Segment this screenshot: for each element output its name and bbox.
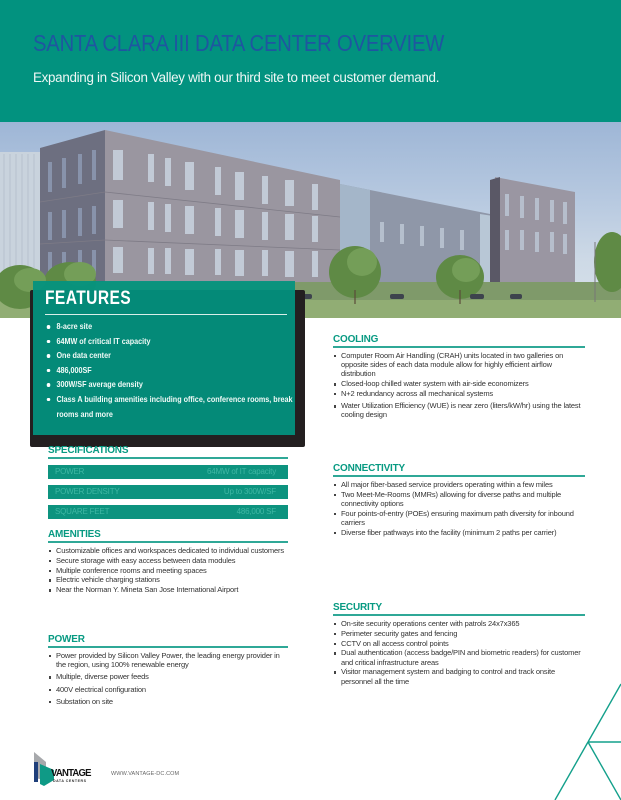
- spec-value: Up to 300W/SF: [223, 487, 276, 496]
- logo-tagline: DATA CENTERS: [53, 779, 87, 783]
- security-item: CCTV on all access control points: [333, 639, 585, 648]
- spec-row-power: [48, 465, 288, 479]
- amenity-item: Near the Norman Y. Mineta San Jose International Airport: [48, 585, 288, 594]
- power-item: Power provided by Silicon Valley Power, the leading energy provider in the region, using 100% renewable energy: [48, 651, 288, 669]
- feature-item: 64MW of critical IT capacity: [45, 335, 290, 350]
- security-item: Dual authentication (access badge/PIN and biometric readers) for customer and critical infrastructure areas: [333, 648, 585, 666]
- connectivity-heading: CONNECTIVITY: [333, 462, 405, 474]
- cooling-item: Computer Room Air Handling (CRAH) units located in two galleries on opposite sides of each data module allow for highly efficient airflow distribution: [333, 351, 585, 379]
- cooling-section: [333, 333, 585, 420]
- features-box: [33, 281, 295, 435]
- amenity-item: Multiple conference rooms and meeting spaces: [48, 566, 288, 575]
- spec-row-square-feet: [48, 505, 288, 519]
- amenities-list: [48, 546, 288, 594]
- security-item: On-site security operations center with patrols 24x7x365: [333, 619, 585, 628]
- section-divider: [333, 346, 585, 348]
- features-divider: [45, 314, 287, 315]
- section-divider: [48, 541, 288, 543]
- feature-item: One data center: [45, 349, 290, 364]
- spec-label: POWER DENSITY: [55, 487, 120, 496]
- amenity-item: Electric vehicle charging stations: [48, 575, 288, 584]
- connectivity-item: Four points-of-entry (POEs) ensuring maximum path diversity for inbound carriers: [333, 509, 585, 527]
- logo-wordmark: VANTAGE: [51, 768, 91, 779]
- amenities-section: [48, 528, 288, 595]
- cooling-list: [333, 351, 585, 420]
- feature-item: 486,000SF: [45, 364, 290, 379]
- feature-item: 300W/SF average density: [45, 378, 290, 393]
- connectivity-section: [333, 462, 585, 538]
- section-divider: [48, 457, 288, 459]
- decorative-lines-icon: [540, 660, 621, 800]
- spec-value: 64MW of IT capacity: [207, 467, 276, 476]
- specifications-heading: SPECIFICATIONS: [48, 444, 129, 456]
- amenity-item: Secure storage with easy access between data modules: [48, 556, 288, 565]
- page-header: [0, 0, 621, 122]
- specifications-section: [48, 444, 288, 519]
- feature-item: Class A building amenities including office, conference rooms, break rooms and more: [45, 393, 300, 422]
- power-item: 400V electrical configuration: [48, 685, 288, 694]
- features-list: [45, 320, 293, 422]
- spec-label: SQUARE FEET: [55, 507, 110, 516]
- cooling-item: Water Utilization Efficiency (WUE) is near zero (liters/kW/hr) using the latest cooling design: [333, 401, 585, 419]
- security-heading: SECURITY: [333, 601, 382, 613]
- spec-label: POWER: [55, 467, 85, 476]
- cooling-heading: COOLING: [333, 333, 379, 345]
- vantage-logo: [32, 752, 102, 788]
- power-list: [48, 651, 288, 706]
- page-title: SANTA CLARA III DATA CENTER OVERVIEW: [33, 30, 445, 56]
- spec-value: 486,000 SF: [236, 507, 276, 516]
- feature-item: 8-acre site: [45, 320, 290, 335]
- connectivity-list: [333, 480, 585, 537]
- power-item: Multiple, diverse power feeds: [48, 672, 288, 681]
- cooling-item: N+2 redundancy across all mechanical systems: [333, 389, 585, 398]
- connectivity-item: All major fiber-based service providers operating within a few miles: [333, 480, 585, 489]
- security-item: Perimeter security gates and fencing: [333, 629, 585, 638]
- section-divider: [48, 646, 288, 648]
- amenities-heading: AMENITIES: [48, 528, 101, 540]
- page-subtitle: Expanding in Silicon Valley with our third site to meet customer demand.: [33, 70, 440, 85]
- amenity-item: Customizable offices and workspaces dedicated to individual customers: [48, 546, 288, 555]
- power-heading: POWER: [48, 633, 85, 645]
- website-link[interactable]: WWW.VANTAGE-DC.COM: [111, 771, 180, 777]
- connectivity-item: Two Meet-Me-Rooms (MMRs) allowing for diverse paths and multiple connectivity options: [333, 490, 585, 508]
- connectivity-item: Diverse fiber pathways into the facility (minimum 2 paths per carrier): [333, 528, 585, 537]
- security-item: Visitor management system and badging to control and track onsite personnel all the time: [333, 667, 585, 685]
- section-divider: [333, 614, 585, 616]
- power-section: [48, 633, 288, 709]
- power-item: Substation on site: [48, 697, 288, 706]
- cooling-item: Closed-loop chilled water system with air-side economizers: [333, 379, 585, 388]
- section-divider: [333, 475, 585, 477]
- features-heading: FEATURES: [45, 288, 132, 309]
- spec-row-power-density: [48, 485, 288, 499]
